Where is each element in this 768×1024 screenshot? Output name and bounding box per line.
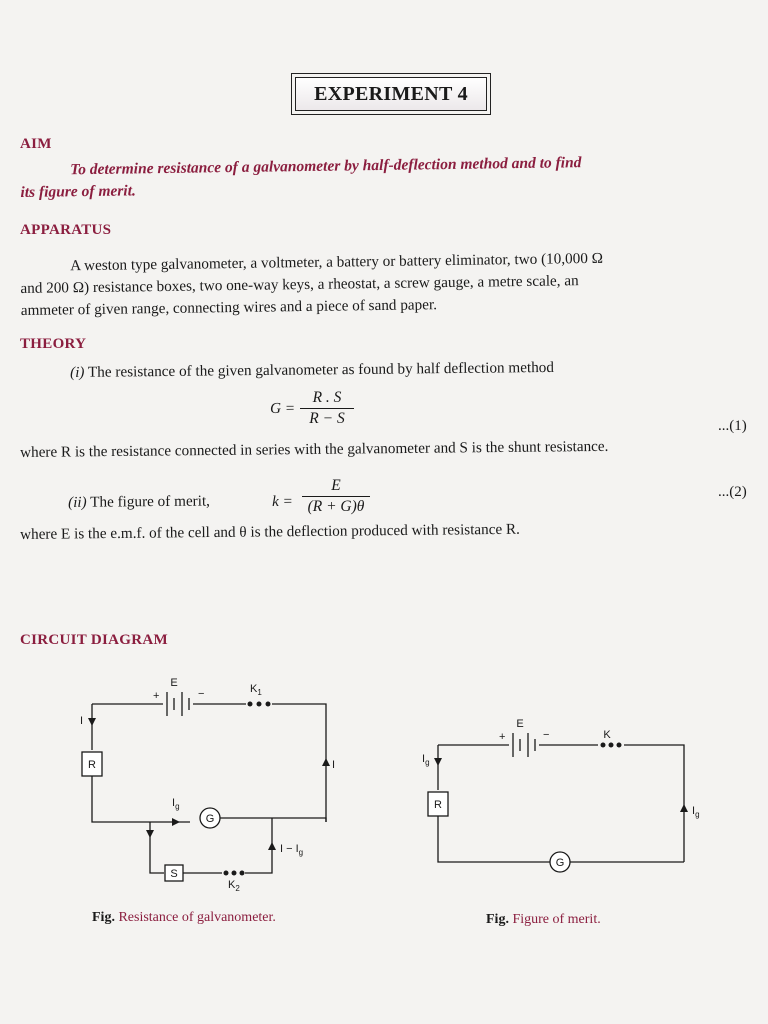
fig1-key1-dot-3 [266,702,271,707]
aim-line-2: its figure of merit. [20,182,136,201]
theory-heading: THEORY [20,336,87,352]
fig1-label-K2-main: K [228,879,236,891]
fig2-wire-top-right [624,745,684,862]
fig2-label-R: R [434,799,442,811]
theory-point-1-text: The resistance of the given galvanometer as found by half deflection method [84,358,555,381]
fig2-key-dot-3 [617,743,622,748]
fig1-key2-dot-2 [232,871,237,876]
fig1-label-I-minus-Ig-main: I − I [280,843,299,855]
fig1-label-I-minus-Ig [280,843,303,857]
fig1-label-Ig-main: I [172,797,176,809]
fig2-label-Ig-right-main: I [692,805,696,817]
fig2-caption-bold: Fig. [486,912,509,927]
fig1-key1-dot-1 [248,702,253,707]
aim-heading: AIM [20,136,52,152]
fig1-label-I-right: I [332,759,336,771]
eq2-numerator: E [331,477,341,494]
fig2-key-dot-2 [609,743,614,748]
theory-where-1: where R is the resistance connected in series with the galvanometer and S is the shunt resistance. [20,437,609,461]
fig2-label-K: K [603,729,611,741]
fig1-key1-dot-2 [257,702,262,707]
fig2-label-plus: + [499,731,506,743]
fig1-key2-dot-3 [240,871,245,876]
fig1-caption-bold: Fig. [92,910,115,925]
fig2-caption [486,912,601,928]
fig2-label-Ig-left-main: I [422,753,426,765]
fig1-arrow-I-minus-Ig [268,842,276,850]
theory-point-2-label: (ii) [68,493,87,511]
fig1-label-plus: + [153,690,160,702]
fig2-arrow-Ig-right [680,804,688,812]
fig2-caption-text: Figure of merit. [508,912,601,927]
experiment-title: EXPERIMENT 4 [314,82,468,105]
fig1-label-R: R [88,759,96,771]
fig1-shunt-right [245,818,272,873]
fig1-wire-left-lower [92,776,190,822]
fig1-arrow-Ig [172,818,180,826]
fig2-wire-left-lower [438,816,550,862]
fig1-label-I-left: I [80,715,84,727]
fig1-label-G: G [205,813,215,825]
fig1-caption [92,910,276,926]
aim-line-1: To determine resistance of a galvanometer by half-deflection method and to find [70,154,582,179]
fig1-label-K1-main: K [250,683,258,695]
eq2-denominator: (R + G)θ [307,498,365,515]
apparatus-line-1: A weston type galvanometer, a voltmeter, a battery or battery eliminator, two (10,000 Ω [70,249,604,275]
fig2-key-dot-1 [601,743,606,748]
fig1-shunt-left [150,822,164,873]
fig1-caption-text: Resistance of galvanometer. [114,910,276,925]
apparatus-line-2: and 200 Ω) resistance boxes, two one-way keys, a rheostat, a screw gauge, a metre scale, an [20,272,579,297]
eq1-numerator: R . S [312,389,342,406]
fig1-label-minus: − [198,688,205,700]
apparatus-line-3: ammeter of given range, connecting wires and a piece of sand paper. [20,296,438,319]
fig1-key2-dot-1 [224,871,229,876]
fig1-label-I-minus-Ig-sub: g [298,848,304,857]
fig1-label-K1-sub: 1 [257,688,262,697]
fig1-label-Ig-sub: g [175,802,180,811]
fig1-label-E: E [170,677,178,689]
fig1-label-K2-sub: 2 [235,884,240,893]
theory-where-2: where E is the e.m.f. of the cell and θ is the deflection produced with resistance R. [20,520,521,543]
eq2-number: ...(2) [718,484,747,500]
fig1-label-K1 [250,683,262,697]
fig2-arrow-Ig-left [434,758,442,766]
fig1-arrow-shunt-left [146,830,154,838]
fig2-label-Ig-right [692,805,700,819]
fig1-arrow-I-left [88,718,96,726]
eq1-number: ...(1) [718,418,747,434]
fig1-label-Ig [172,797,180,811]
fig2-label-Ig-right-sub: g [695,810,700,819]
fig1-arrow-I-right [322,758,330,766]
fig2-label-G: G [555,857,565,869]
eq1-denominator: R − S [309,410,345,427]
circuit-heading: CIRCUIT DIAGRAM [20,632,168,648]
theory-point-2-text: The figure of merit, [86,492,211,511]
eq2-lhs: k = [272,492,293,510]
theory-point-1-label: (i) [70,363,85,381]
fig2-label-E: E [516,718,524,730]
fig1-label-S: S [170,868,178,880]
fig1-wire-bottom-right [220,818,326,822]
eq1-lhs: G = [270,399,296,417]
apparatus-heading: APPARATUS [20,222,112,238]
fig2-label-Ig-left [422,753,430,767]
fig1-label-K2 [228,879,240,893]
fig2-label-minus: − [543,729,550,741]
fig1-wire-top-right [272,704,326,822]
fig2-label-Ig-left-sub: g [425,758,430,767]
